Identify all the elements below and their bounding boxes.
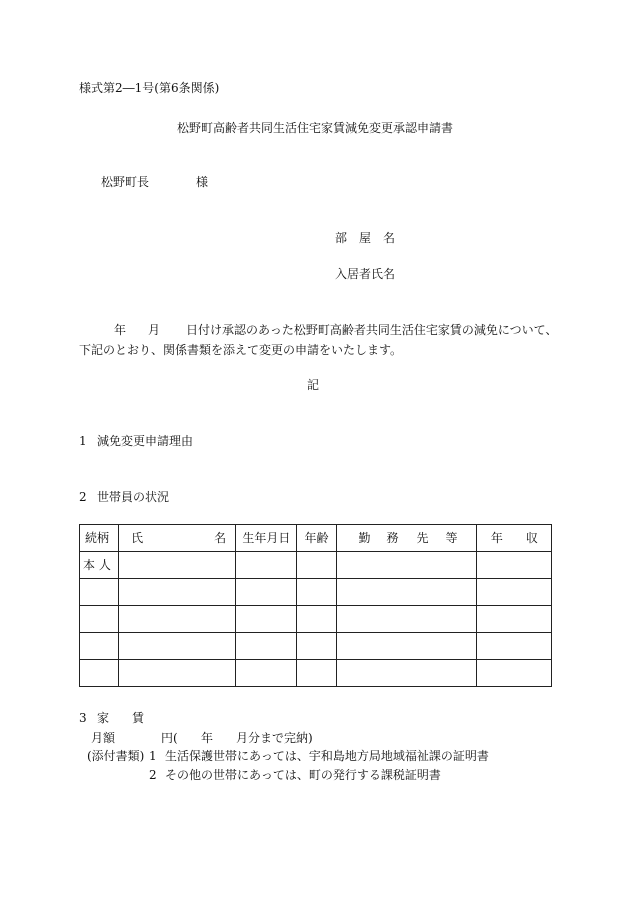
header-age: 年齢: [297, 525, 336, 552]
table-cell: [236, 633, 297, 660]
section-3-title-a: 家: [97, 711, 110, 725]
table-cell: [336, 579, 476, 606]
page-title: 松野町高齢者共同生活住宅家賃減免変更承認申請書: [177, 121, 454, 135]
table-cell: [336, 552, 476, 579]
table-row: [80, 552, 552, 579]
header-name: 氏 名: [119, 525, 236, 552]
table-row: [80, 579, 552, 606]
header-income: 年 収: [476, 525, 551, 552]
table-header-row: [80, 525, 552, 552]
body-month: 月: [148, 323, 161, 337]
attachment-2-text: その他の世帯にあっては、町の発行する課税証明書: [165, 768, 441, 782]
body-line2: 下記のとおり、関係書類を添えて変更の申請をいたします。: [79, 343, 403, 357]
table-cell: [476, 633, 551, 660]
table-cell: [236, 579, 297, 606]
household-table: [79, 524, 552, 687]
table-cell: [119, 579, 236, 606]
table-row: [80, 633, 552, 660]
form-number: 様式第2―1号(第6条関係): [79, 81, 220, 95]
table-row: [80, 606, 552, 633]
section-3-number: 3: [79, 711, 87, 725]
table-cell: [80, 579, 119, 606]
table-cell: [80, 633, 119, 660]
table-cell: [297, 660, 336, 687]
table-cell: [80, 660, 119, 687]
section-1-number: 1: [79, 434, 87, 448]
attachment-1-text: 生活保護世帯にあっては、宇和島地方局地域福祉課の証明書: [165, 749, 489, 763]
resident-name-label: 入居者氏名: [335, 267, 396, 281]
table-cell: [236, 606, 297, 633]
header-birthdate: 生年月日: [236, 525, 297, 552]
body-line1: 日付け承認のあった松野町高齢者共同生活住宅家賃の減免について、: [186, 323, 558, 337]
table-row: [80, 660, 552, 687]
table-cell: [476, 552, 551, 579]
table-cell: [297, 633, 336, 660]
table-cell: [119, 660, 236, 687]
rent-month-until: 月分まで完納): [236, 731, 313, 745]
table-cell: [476, 660, 551, 687]
table-cell: [297, 552, 336, 579]
table-cell: [336, 633, 476, 660]
section-2-title: 世帯員の状況: [97, 490, 170, 504]
addressee-honorific: 様: [196, 175, 209, 189]
addressee-name: 松野町長: [101, 175, 150, 189]
rent-year: 年: [201, 731, 214, 745]
table-cell: [297, 579, 336, 606]
header-workplace: 勤 務 先 等: [336, 525, 476, 552]
table-cell: [80, 606, 119, 633]
attachment-2-number: 2: [149, 768, 157, 782]
body-year: 年: [114, 323, 127, 337]
table-cell: [119, 606, 236, 633]
section-1-title: 減免変更申請理由: [97, 434, 194, 448]
table-cell: [119, 552, 236, 579]
attachments-label: (添付書類): [87, 749, 145, 763]
attachment-1-number: 1: [149, 749, 157, 763]
table-cell: [236, 552, 297, 579]
table-cell: [336, 606, 476, 633]
table-cell: [236, 660, 297, 687]
table-cell: [476, 579, 551, 606]
table-cell: [336, 660, 476, 687]
table-cell: [297, 606, 336, 633]
section-3-title-b: 賃: [132, 711, 145, 725]
room-name-label: 部 屋 名: [335, 231, 396, 245]
section-2-number: 2: [79, 490, 87, 504]
header-relation: 続柄: [80, 525, 119, 552]
table-cell-relation: 本 人: [80, 552, 119, 579]
rent-monthly-label: 月額: [91, 731, 116, 745]
rent-yen: 円(: [161, 731, 178, 745]
table-cell: [476, 606, 551, 633]
ki-heading: 記: [307, 378, 320, 392]
table-cell: [119, 633, 236, 660]
